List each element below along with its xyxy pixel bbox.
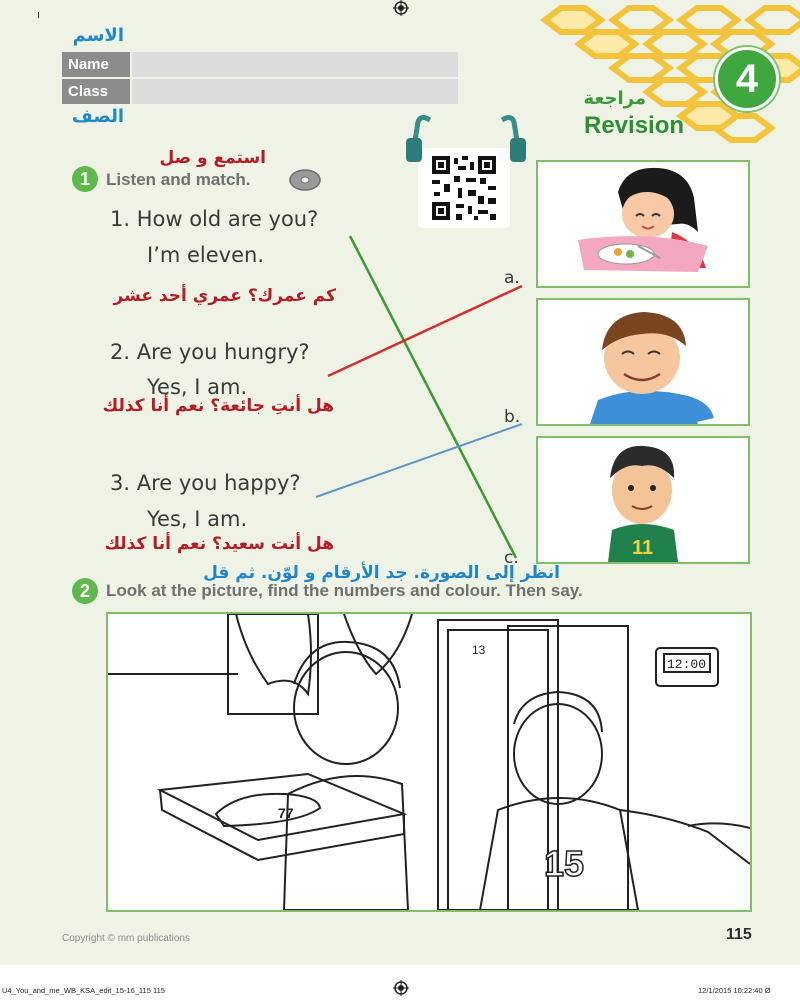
match-line-1: [350, 236, 516, 558]
print-date-info: 12/1/2015 10:22:40 Ø: [698, 986, 771, 995]
car-number-label: 77: [278, 805, 294, 821]
revision-title: Revision: [584, 112, 685, 139]
class-label: Class: [62, 79, 130, 104]
answer-3: Yes, I am.: [147, 507, 248, 531]
shirt-number-label: 15: [544, 843, 585, 884]
page-number: 115: [726, 926, 752, 943]
exercise-2-title: Look at the picture, find the numbers and colour. Then say.: [106, 581, 583, 600]
name-label-arabic: الاسم: [72, 25, 124, 46]
exercise-2-number: 2: [72, 578, 98, 604]
registration-mark-bottom-icon: [393, 980, 409, 996]
exercise-1-title-arabic: استمع و صل: [159, 148, 266, 168]
question-1: 1. How old are you?: [110, 207, 319, 231]
jersey-number-label: 11: [632, 537, 654, 559]
picture-b-box: [536, 298, 750, 426]
question-2: 2. Are you hungry?: [110, 340, 310, 364]
question-3: 3. Are you happy?: [110, 471, 301, 495]
exercise-1-title: Listen and match.: [106, 170, 251, 189]
boy-smiling-illustration: [538, 300, 748, 424]
room-scene-illustration: [108, 614, 750, 910]
letter-c: c.: [504, 548, 519, 568]
clock-time-label: 12:00: [667, 657, 707, 672]
letter-a: a.: [504, 268, 520, 288]
door-number-label: 13: [472, 643, 486, 657]
exercise-2-title-arabic: انظر إلى الصورة. جد الأرقام و لوّن. ثم قل: [203, 563, 560, 583]
letter-b: b.: [504, 407, 521, 427]
translation-1-arabic: كم عمرك؟ عمري أحد عشر: [113, 286, 336, 306]
class-label-arabic: الصف: [71, 106, 124, 127]
match-line-2: [328, 286, 522, 376]
print-file-info: U4_You_and_me_WB_KSA_edit_15-16_115 115: [2, 986, 165, 995]
answer-2: Yes, I am.: [147, 375, 248, 399]
picture-a-box: [536, 160, 750, 288]
exercise-1-number: 1: [72, 166, 98, 192]
picture-c-box: [536, 436, 750, 564]
match-line-3: [316, 424, 522, 497]
girl-eating-illustration: [538, 162, 748, 286]
revision-title-arabic: مراجعة: [583, 88, 646, 109]
name-label: Name: [62, 52, 130, 77]
boy-jersey-illustration: [538, 438, 748, 562]
unit-number-badge: 4: [715, 47, 779, 111]
translation-2-arabic: هل أنتِ جائعة؟ نعم أنا كذلك: [102, 396, 334, 416]
coloring-picture-box[interactable]: [106, 612, 752, 912]
copyright-text: Copyright © mm publications: [62, 933, 190, 944]
answer-1: I’m eleven.: [147, 243, 265, 267]
translation-3-arabic: هل أنت سعيد؟ نعم أنا كذلك: [104, 534, 334, 554]
